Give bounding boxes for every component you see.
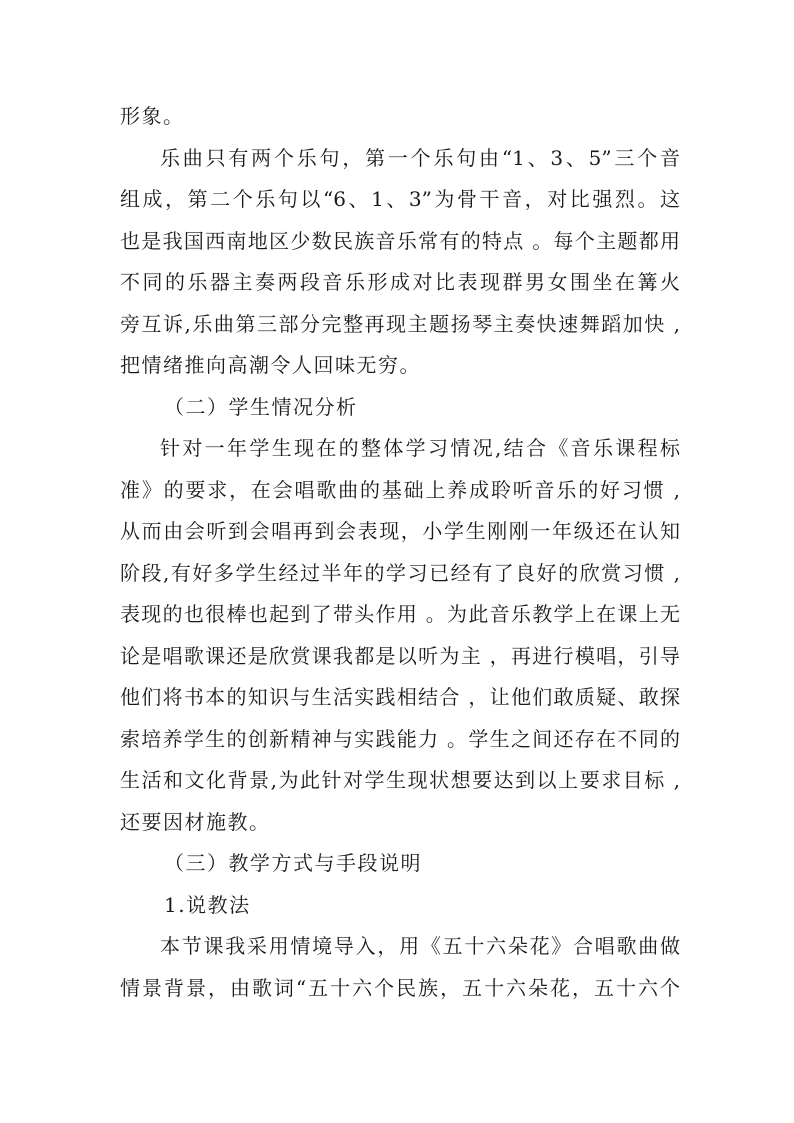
section-heading-student-analysis: （二）学生情况分析	[164, 394, 358, 419]
section-heading-teaching-methods: （三）教学方式与手段说明	[164, 851, 422, 875]
body-text	[120, 96, 680, 1009]
text-line: 不同的乐器主奏两段音乐形成对比表现群男女围坐在篝火	[120, 270, 680, 294]
paragraph-start-line: 针对一年学生现在的整体学习情况,结合《音乐课程标	[160, 436, 680, 460]
text-line: 生活和文化背景,为此针对学生现状想要达到以上要求目标 ,	[120, 768, 680, 792]
text-line: 旁互诉,乐曲第三部分完整再现主题扬琴主奏快速舞蹈加快 ,	[120, 311, 680, 336]
paragraph-start-line: 乐曲只有两个乐句，第一个乐句由“1、3、5”三个音	[160, 145, 680, 170]
text-line: 也是我国西南地区少数民族音乐常有的特点 。每个主题都用	[120, 228, 680, 253]
text-line: 准》的要求，在会唱歌曲的基础上养成聆听音乐的好习惯 ,	[120, 477, 680, 502]
text-line: 还要因材施教。	[120, 809, 271, 834]
text-line: 阶段,有好多学生经过半年的学习已经有了良好的欣赏习惯 ,	[120, 560, 680, 585]
text-line: 把情绪推向高潮令人回味无穷。	[120, 353, 421, 377]
paragraph-start-line: 本节课我采用情境导入，用《五十六朵花》合唱歌曲做	[160, 934, 680, 958]
text-line: 形象。	[120, 104, 185, 128]
text-line: 表现的也很棒也起到了带头作用 。为此音乐教学上在课上无	[120, 602, 680, 626]
text-line: 情景背景，由歌词“五十六个民族，五十六朵花，五十六个	[120, 975, 680, 1000]
subsection-heading-teaching-method: 1.说教法	[164, 892, 251, 917]
text-line: 从而由会听到会唱再到会表现，小学生刚刚一年级还在认知	[120, 519, 680, 543]
text-line: 论是唱歌课还是欣赏课我都是以听为主 ，再进行模唱，引导	[120, 643, 680, 668]
text-line: 索培养学生的创新精神与实践能力 。学生之间还存在不同的	[120, 726, 680, 751]
text-line: 组成，第二个乐句以“6、1、3”为骨干音，对比强烈。这	[120, 187, 680, 211]
text-line: 他们将书本的知识与生活实践相结合 ，让他们敢质疑、敢探	[120, 685, 680, 709]
